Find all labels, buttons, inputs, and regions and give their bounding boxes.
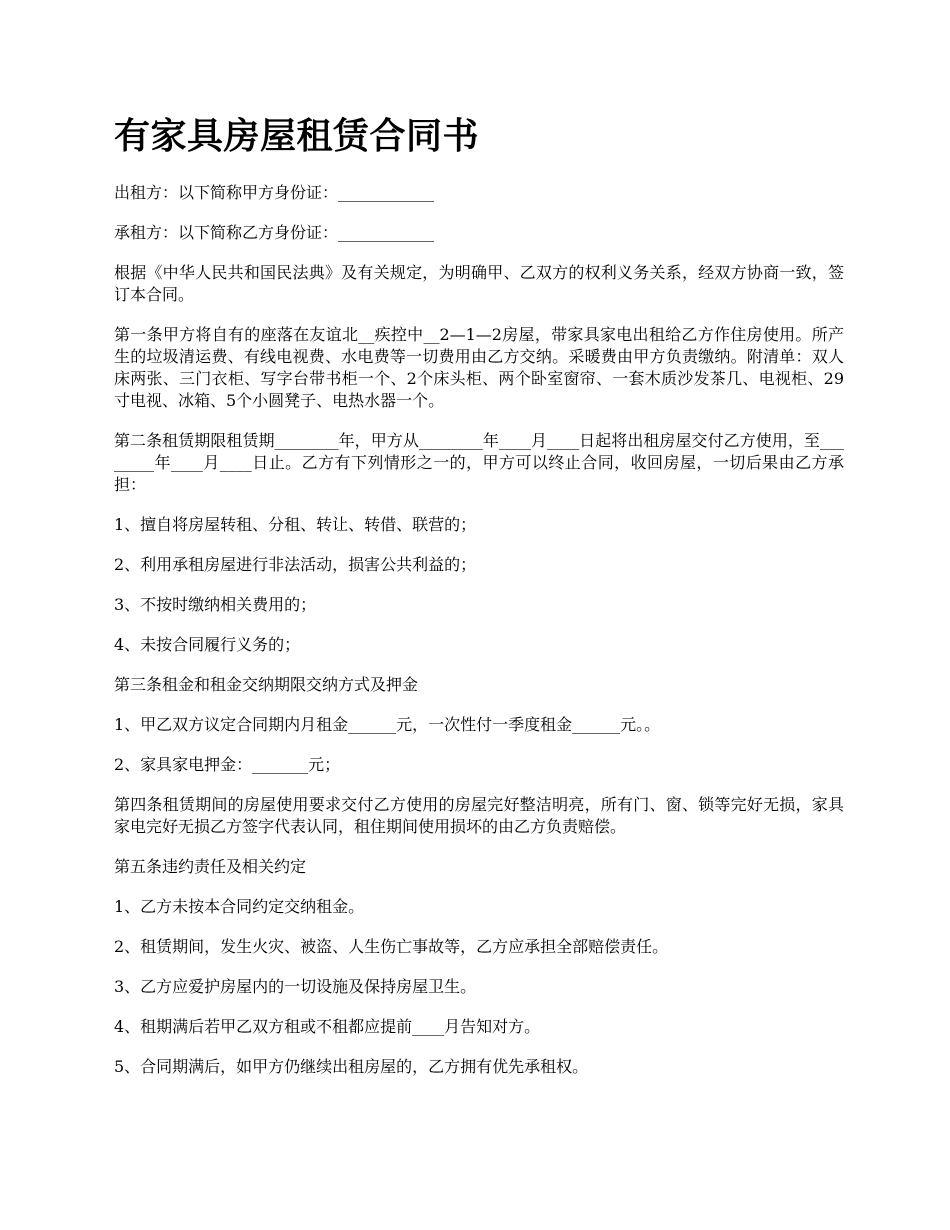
article-2-item-3: 3、不按时缴纳相关费用的； <box>114 595 317 614</box>
document-body <box>114 182 844 1078</box>
article-2-paragraph: 第二条租赁期限租赁期________年，甲方从________年____月____日起将出租房屋交付乙方使用，至________年____月____日止。乙方有下列情形之一的，甲方可以终止合同，收回房屋，一切后果由乙方承担： <box>114 431 844 494</box>
article-4-paragraph: 第四条租赁期间的房屋使用要求交付乙方使用的房屋完好整洁明亮，所有门、窗、锁等完好无损，家具家电完好无损乙方签字代表认同，租住期间使用损坏的由乙方负责赔偿。 <box>114 795 844 836</box>
document-page <box>114 112 844 1096</box>
article-2-item-2: 2、利用承租房屋进行非法活动，损害公共利益的； <box>114 555 477 574</box>
article-2-item-1: 1、擅自将房屋转租、分租、转让、转借、联营的； <box>114 515 477 534</box>
article-5-item-5: 5、合同期满后，如甲方仍继续出租房屋的，乙方拥有优先承租权。 <box>114 1057 589 1076</box>
preamble-paragraph: 根据《中华人民共和国民法典》及有关规定，为明确甲、乙双方的权利义务关系，经双方协商一致，签订本合同。 <box>114 263 844 304</box>
article-5-item-4: 4、租期满后若甲乙双方租或不租都应提前____月告知对方。 <box>114 1017 541 1036</box>
lessee-line: 承租方：以下简称乙方身份证：____________ <box>114 223 435 242</box>
article-5-item-1: 1、乙方未按本合同约定交纳租金。 <box>114 897 365 916</box>
article-5-heading: 第五条违约责任及相关约定 <box>114 857 307 876</box>
lessor-line: 出租方：以下简称甲方身份证：____________ <box>114 183 435 202</box>
document-title: 有家具房屋租赁合同书 <box>114 115 480 157</box>
article-3-item-2: 2、家具家电押金：_______元； <box>114 755 341 774</box>
article-5-item-3: 3、乙方应爱护房屋内的一切设施及保持房屋卫生。 <box>114 977 477 996</box>
article-3-heading: 第三条租金和租金交纳期限交纳方式及押金 <box>114 675 419 694</box>
article-1-paragraph: 第一条甲方将自有的座落在友谊北__疾控中__2—1—2房屋，带家具家电出租给乙方作住房使用。所产生的垃圾清运费、有线电视费、水电费等一切费用由乙方交纳。采暖费由甲方负责缴纳。附清单：双人床两张、三门衣柜、写字台带书柜一个、2个床头柜、两个卧室窗帘、一套木质沙发茶几、电视柜、29寸电视、冰箱、5个小圆凳子、电热水器一个。 <box>114 325 844 410</box>
article-2-item-4: 4、未按合同履行义务的； <box>114 635 301 654</box>
article-3-item-1: 1、甲乙双方议定合同期内月租金______元，一次性付一季度租金______元。。 <box>114 715 661 734</box>
article-5-item-2: 2、租赁期间，发生火灾、被盗、人生伤亡事故等，乙方应承担全部赔偿责任。 <box>114 937 669 956</box>
